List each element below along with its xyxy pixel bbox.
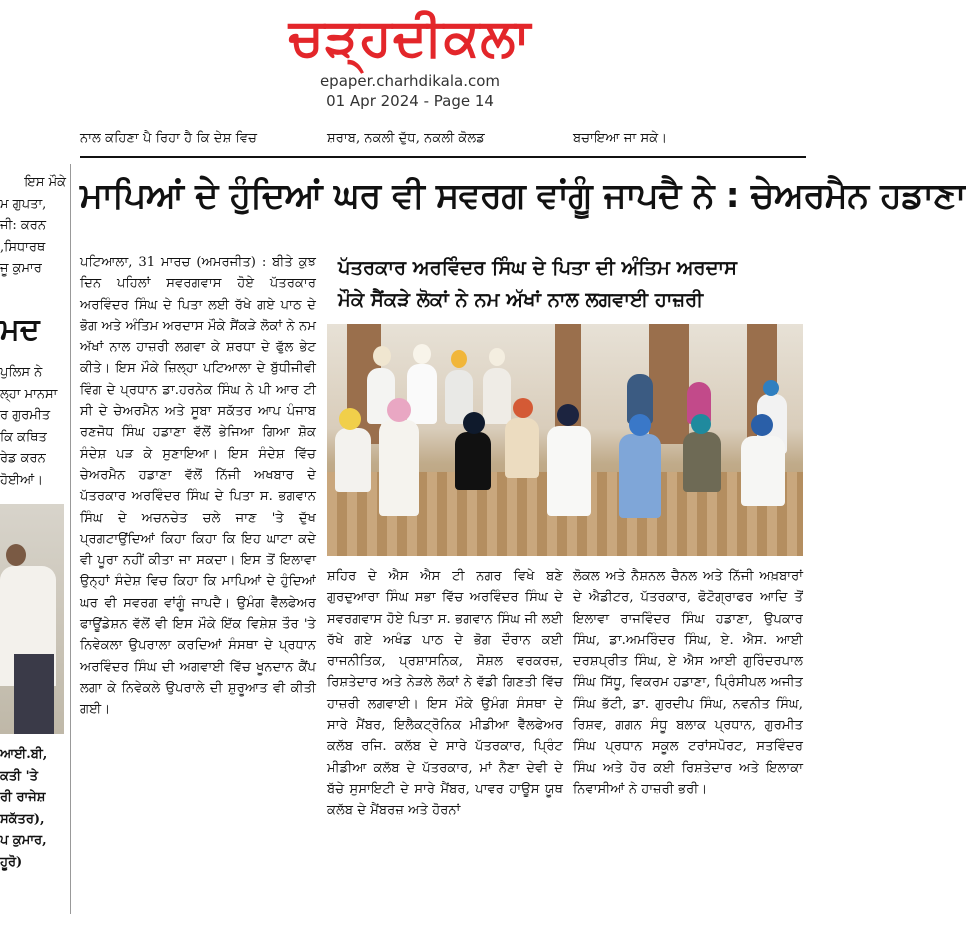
date-page: 01 Apr 2024 - Page 14 (326, 92, 494, 110)
left-column-top: ਇਸ ਮੌਕੇ ਮ ਗੁਪਤਾ, ਜੀ: ਕਰਨ ,ਸਿਧਾਰਥ ਜੂ ਕੁਮਾਰ (0, 175, 66, 276)
left-column-rule (70, 164, 71, 914)
left-column-bottom: ਆਈ.ਬੀ, ਕਤੀ 'ਤੇ ਰੀ ਰਾਜੇਸ਼ ਸਕੱਤਰ), ਪ ਕੁਮਾਰ, ਹੂਰੋ) (0, 747, 48, 870)
article-subheadline: ਪੱਤਰਕਾਰ ਅਰਵਿੰਦਰ ਸਿੰਘ ਦੇ ਪਿਤਾ ਦੀ ਅੰਤਿਮ ਅਰਦਾਸ ਮੌਕੇ ਸੈਂਕੜੇ ਲੋਕਾਂ ਨੇ ਨਮ ਅੱਖਾਂ ਨਾਲ ਲਗਵਾਈ ਹਾਜ਼ਰੀ (338, 256, 738, 311)
article-photo (327, 324, 803, 556)
left-column-heading: ਮਦ (0, 312, 40, 347)
top-divider (80, 156, 806, 158)
left-photo (0, 504, 64, 734)
newspaper-page (0, 124, 966, 931)
top-fragment-c: ਬਚਾਇਆ ਜਾ ਸਕੇ। (573, 131, 668, 146)
article-column-2: ਸ਼ਹਿਰ ਦੇ ਐਸ ਐਸ ਟੀ ਨਗਰ ਵਿਖੇ ਬਣੇ ਗੁਰਦੁਆਰਾ ਸਿੰਘ ਸਭਾ ਵਿੱਚ ਅਰਵਿੰਦਰ ਸਿੰਘ ਦੇ ਸਵਰਗਵਾਸ ਹੋਏ ਪਿਤਾ ਸ. ਭਗਵਾਨ ਸਿੰਘ ਜੀ ਲਈ ਰੱਖੇ ਗਏ ਅਖੰਡ ਪਾਠ ਦੇ ਭੋਗ ਦੌਰਾਨ ਕਈ ਰਾਜਨੀਤਿਕ, ਪ੍ਰਸ਼ਾਸਨਿਕ, ਸੋਸ਼ਲ ਵਰਕਰਜ਼, ਰਿਸ਼ਤੇਦਾਰ ਅਤੇ ਨੇੜਲੇ ਲੋਕਾਂ ਨੇ ਵੱਡੀ ਗਿਣਤੀ ਵਿੱਚ ਹਾਜ਼ਰੀ ਲਗਵਾਈ। ਇਸ ਮੌਕੇ ਉਮੰਗ ਸੰਸਥਾ ਦੇ ਸਾਰੇ ਮੈਂਬਰ, ਇਲੈਕਟ੍ਰੋਨਿਕ ਮੀਡੀਆ ਵੈੱਲਫੇਅਰ ਕਲੱਬ ਰਜਿ. ਕਲੱਬ ਦੇ ਸਾਰੇ ਪੱਤਰਕਾਰ, ਪ੍ਰਿੰਟ ਮੀਡੀਆ ਕਲੱਬ ਦੇ ਪੱਤਰਕਾਰ, ਮਾਂ ਨੈਣਾ ਦੇਵੀ ਦੇ ਬੱਚੇ ਸੁਸਾਇਟੀ ਦੇ ਸਾਰੇ ਮੈਂਬਰ, ਪਾਵਰ ਹਾਊਸ ਯੂਥ ਕਲੱਬ ਦੇ ਮੈਂਬਰਜ਼ ਅਤੇ ਹੋਰਨਾਂ (327, 569, 563, 819)
site-url[interactable]: epaper.charhdikala.com (319, 72, 501, 90)
masthead (0, 0, 820, 124)
article-headline: ਮਾਪਿਆਂ ਦੇ ਹੁੰਦਿਆਂ ਘਰ ਵੀ ਸਵਰਗ ਵਾਂਗੂੰ ਜਾਪਦੈ ਨੇ : ਚੇਅਰਮੈਨ ਹਡਾਣਾ (80, 176, 966, 216)
newspaper-logo: ਚੜ੍ਹਦੀਕਲਾ (288, 8, 532, 68)
article-column-1: ਪਟਿਆਲਾ, 31 ਮਾਰਚ (ਅਮਰਜੀਤ) : ਬੀਤੇ ਕੁਝ ਦਿਨ ਪਹਿਲਾਂ ਸਵਰਗਵਾਸ ਹੋਏ ਪੱਤਰਕਾਰ ਅਰਵਿੰਦਰ ਸਿੰਘ ਦੇ ਪਿਤਾ ਲਈ ਰੱਖੇ ਗਏ ਪਾਠ ਦੇ ਭੋਗ ਅਤੇ ਅੰਤਿਮ ਅਰਦਾਸ ਮੌਕੇ ਸੈਂਕੜੇ ਲੋਕਾਂ ਨੇ ਨਮ ਅੱਖਾਂ ਨਾਲ ਹਾਜ਼ਰੀ ਲਗਵਾ ਕੇ ਸ਼ਰਧਾ ਦੇ ਫੁੱਲ ਭੇਟ ਕੀਤੇ। ਇਸ ਮੌਕੇ ਜ਼ਿਲ੍ਹਾ ਪਟਿਆਲਾ ਦੇ ਬੁੱਧੀਜੀਵੀ ਵਿੰਗ ਦੇ ਪ੍ਰਧਾਨ ਡਾ.ਹਰਨੇਕ ਸਿੰਘ ਨੇ ਪੀ ਆਰ ਟੀ ਸੀ ਦੇ ਚੇਅਰਮੈਨ ਅਤੇ ਸੂਬਾ ਸਕੱਤਰ ਆਪ ਪੰਜਾਬ ਰਣਜੋਧ ਸਿੰਘ ਹਡਾਣਾ ਵੱਲੋਂ ਭੇਜਿਆ ਗਿਆ ਸ਼ੋਕ ਸੰਦੇਸ਼ ਪੜ ਕੇ ਸੁਣਾਇਆ। ਇਸ ਸੰਦੇਸ਼ ਵਿੱਚ ਚੇਅਰਮੈਨ ਹਡਾਣਾ ਵੱਲੋਂ ਨਿੱਜੀ ਅਖਬਾਰ ਦੇ ਪੱਤਰਕਾਰ ਅਰਵਿੰਦਰ ਸਿੰਘ ਦੇ ਪਿਤਾ ਸ. ਭਗਵਾਨ ਸਿੰਘ ਦੇ ਅਚਨਚੇਤ ਚਲੇ ਜਾਣ 'ਤੇ ਦੁੱਖ ਪ੍ਰਗਟਾਉਂਦਿਆਂ ਕਿਹਾ ਕਿਹਾ ਕਿ ਇਹ ਘਾਟਾ ਕਦੇ ਵੀ ਪੂਰਾ ਨਹੀਂ ਕੀਤਾ ਜਾ ਸਕਦਾ। ਇਸ ਤੋਂ ਇਲਾਵਾ ਉਨ੍ਹਾਂ ਸੰਦੇਸ਼ ਵਿਚ ਕਿਹਾ ਕਿ ਮਾਪਿਆਂ ਦੇ ਹੁੰਦਿਆਂ ਘਰ ਵੀ ਸਵਰਗ ਵਾਂਗੂੰ ਜਾਪਦੈ। ਉਮੰਗ ਵੈੱਲਫੇਅਰ ਫਾਊਂਡੇਸ਼ਨ ਵੱਲੋਂ ਵੀ ਇਸ ਮੌਕੇ ਇੱਕ ਵਿਸ਼ੇਸ਼ ਤੌਰ 'ਤੇ ਨਿਵੇਕਲਾ ਉਪਰਾਲਾ ਕਰਦਿਆਂ ਸੰਸਥਾ ਦੇ ਪ੍ਰਧਾਨ ਅਰਵਿੰਦਰ ਸਿੰਘ ਦੀ ਅਗਵਾਈ ਵਿੱਚ ਖੂਨਦਾਨ ਕੈਂਪ ਲਗਾ ਕੇ ਨਿਵੇਕਲੇ ਉਪਰਾਲੇ ਦੀ ਸ਼ੁਰੂਆਤ ਵੀ ਕੀਤੀ ਗਈ। (80, 255, 316, 718)
article-column-3: ਲੋਕਲ ਅਤੇ ਨੈਸ਼ਨਲ ਚੈਨਲ ਅਤੇ ਨਿੱਜੀ ਅਖ਼ਬਾਰਾਂ ਦੇ ਐਡੀਟਰ, ਪੱਤਰਕਾਰ, ਫੋਟੋਗ੍ਰਾਫਰ ਆਦਿ ਤੋਂ ਇਲਾਵਾ ਰਾਜਵਿੰਦਰ ਸਿੰਘ ਹਡਾਣਾ, ਉਪਕਾਰ ਸਿੰਘ, ਡਾ.ਅਮਰਿੰਦਰ ਸਿੰਘ, ਏ. ਐਸ. ਆਈ ਦਰਸ਼ਪ੍ਰੀਤ ਸਿੰਘ, ਏ ਐਸ ਆਈ ਗੁਰਿੰਦਰਪਾਲ ਸਿੰਘ ਸਿੱਧੂ, ਵਿਕਰਮ ਹਡਾਣਾ, ਪ੍ਰਿੰਸੀਪਲ ਅਜੀਤ ਸਿੰਘ ਭੱਟੀ, ਡਾ. ਗੁਰਦੀਪ ਸਿੰਘ, ਨਵਨੀਤ ਸਿੰਘ, ਰਿਸ਼ਵ, ਗਗਨ ਸੰਧੂ ਬਲਾਕ ਪ੍ਰਧਾਨ, ਗੁਰਮੀਤ ਸਿੰਘ ਪ੍ਰਧਾਨ ਸਕੂਲ ਟਰਾਂਸਪੋਰਟ, ਸਤਵਿੰਦਰ ਸਿੰਘ ਅਤੇ ਹੋਰ ਕਈ ਰਿਸ਼ਤੇਦਾਰ ਅਤੇ ਇਲਾਕਾ ਨਿਵਾਸੀਆਂ ਨੇ ਹਾਜ਼ਰੀ ਭਰੀ। (573, 569, 803, 797)
left-column-mid: ਪੁਲਿਸ ਨੇ ਲ੍ਹਾ ਮਾਨਸਾ ਰ ਗੁਰਮੀਤ ਕਿ ਕਥਿਤ ਰੇਡ ਕਰਨ ਹੋਈਆਂ। (0, 365, 58, 488)
top-fragment-a: ਨਾਲ ਕਹਿਣਾ ਪੈ ਰਿਹਾ ਹੈ ਕਿ ਦੇਸ਼ ਵਿਚ (80, 131, 258, 146)
top-fragment-b: ਸ਼ਰਾਬ, ਨਕਲੀ ਦੁੱਧ, ਨਕਲੀ ਕੋਲਡ (327, 131, 485, 146)
